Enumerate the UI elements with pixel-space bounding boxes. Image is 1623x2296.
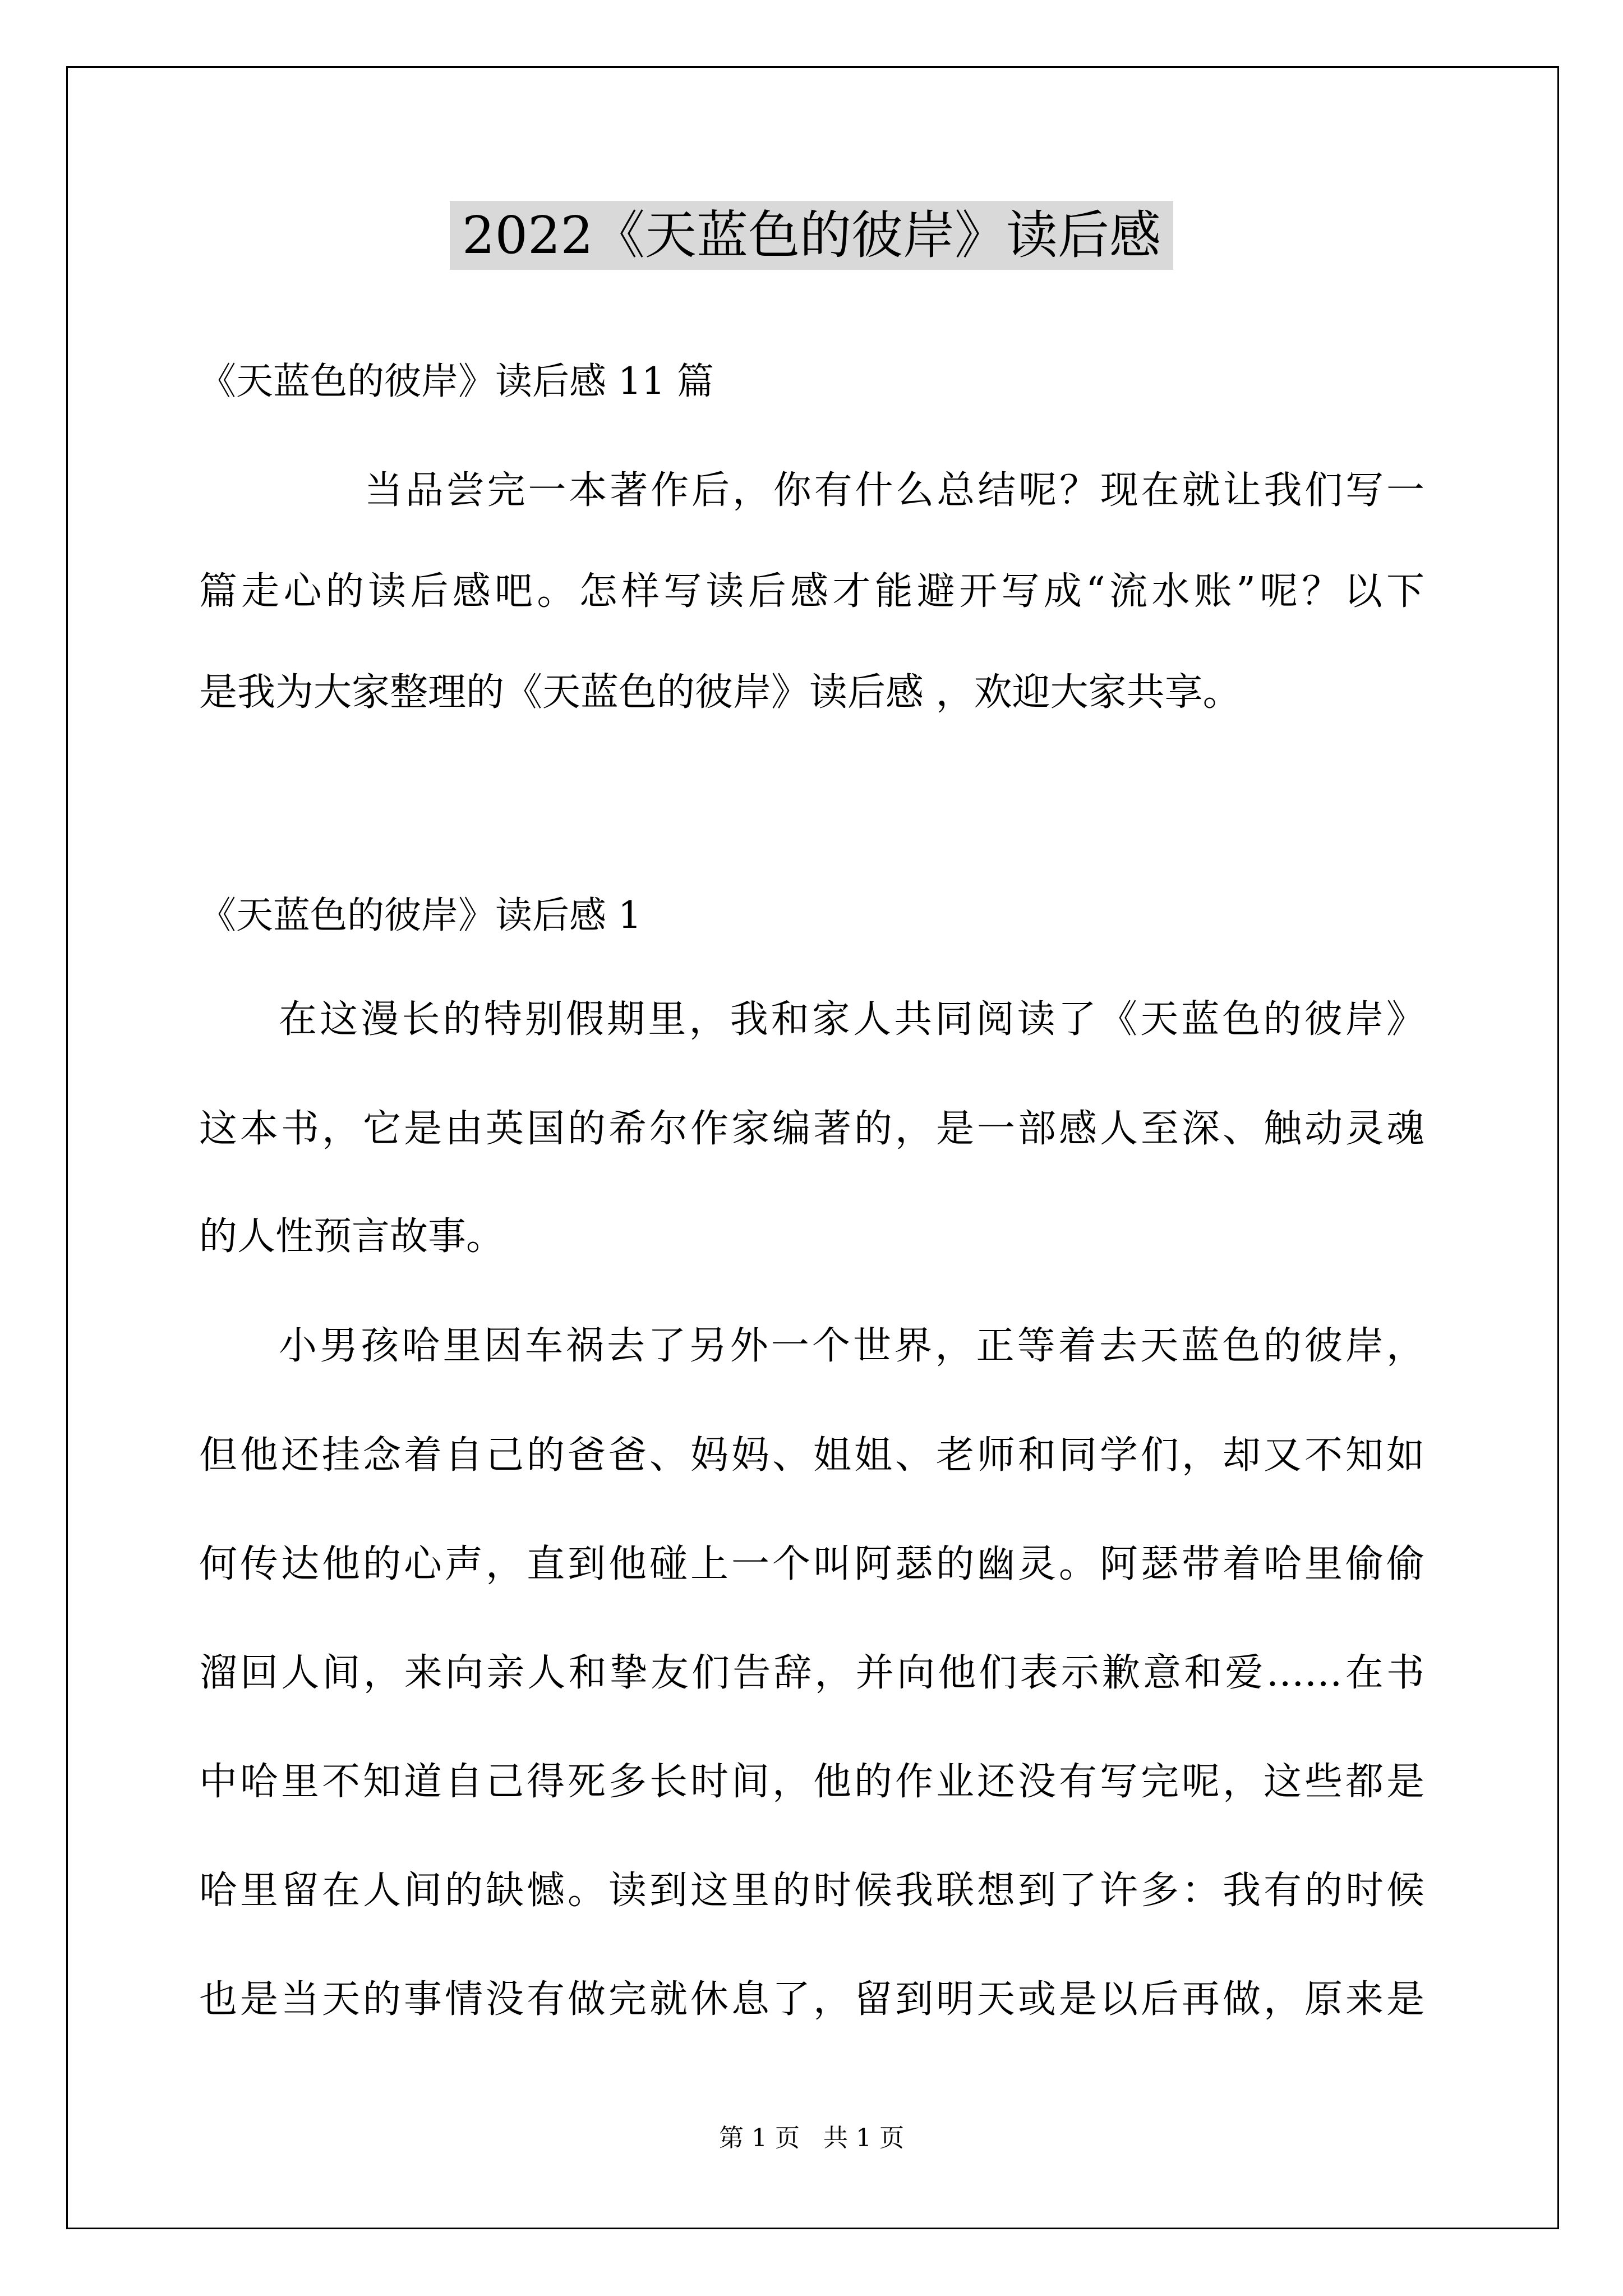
intro-line: 是我为大家整理的《天蓝色的彼岸》读后感 ，欢迎大家共享。 bbox=[199, 670, 1241, 715]
paragraph-line: 但他还挂念着自己的爸爸、妈妈、姐姐、老师和同学们，却又不知如 bbox=[199, 1433, 1424, 1478]
paragraph-line: 也是当天的事情没有做完就休息了，留到明天或是以后再做，原来是 bbox=[199, 1977, 1424, 2022]
document-title bbox=[0, 202, 1623, 269]
paragraph-line: 这本书，它是由英国的希尔作家编著的，是一部感人至深、触动灵魂 bbox=[199, 1107, 1424, 1151]
paragraph-line: 在这漫长的特别假期里，我和家人共同阅读了《天蓝色的彼岸》 bbox=[279, 997, 1424, 1042]
paragraph-line: 小男孩哈里因车祸去了另外一个世界，正等着去天蓝色的彼岸， bbox=[279, 1324, 1424, 1368]
page-footer: 第 1 页 共 1 页 bbox=[719, 2124, 904, 2152]
paragraph-line: 溜回人间，来向亲人和挚友们告辞，并向他们表示歉意和爱……在书 bbox=[199, 1651, 1424, 1695]
paragraph-line: 的人性预言故事。 bbox=[199, 1214, 505, 1259]
paragraph-line: 何传达他的心声，直到他碰上一个叫阿瑟的幽灵。阿瑟带着哈里偷偷 bbox=[199, 1542, 1424, 1586]
intro-line: 当品尝完一本著作后，你有什么总结呢？现在就让我们写一 bbox=[365, 468, 1424, 513]
section-heading: 《天蓝色的彼岸》读后感 1 bbox=[199, 894, 642, 937]
collection-heading: 《天蓝色的彼岸》读后感 11 篇 bbox=[199, 360, 714, 403]
paragraph-line: 中哈里不知道自己得死多长时间，他的作业还没有写完呢，这些都是 bbox=[199, 1760, 1424, 1804]
document-title-text: 2022《天蓝色的彼岸》读后感 bbox=[450, 201, 1173, 270]
intro-line: 篇走心的读后感吧。怎样写读后感才能避开写成“流水账”呢？以下 bbox=[199, 569, 1424, 614]
paragraph-line: 哈里留在人间的缺憾。读到这里的时候我联想到了许多：我有的时候 bbox=[199, 1869, 1424, 1913]
